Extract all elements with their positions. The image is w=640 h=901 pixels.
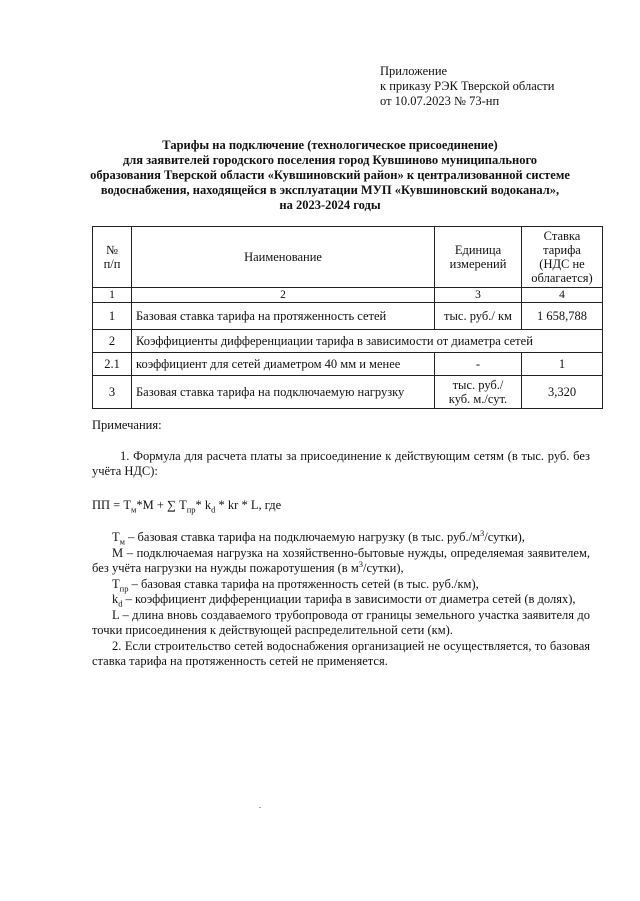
column-index: 1	[93, 288, 132, 303]
row-number: 3	[93, 376, 132, 409]
column-index: 3	[435, 288, 522, 303]
row-number: 2	[93, 330, 132, 353]
row-unit: -	[435, 353, 522, 376]
title-line: на 2023-2024 годы	[279, 198, 381, 212]
row-name: Базовая ставка тарифа на протяженность сетей	[132, 303, 435, 330]
row-name: коэффициент для сетей диаметром 40 мм и менее	[132, 353, 435, 376]
definition-tpr: $Т_{пр}$ – базовая ставка тарифа на протяженность сетей (в тыс. руб./км),	[112, 576, 479, 593]
column-index-row	[93, 288, 603, 303]
header-unit: Единица измерений	[435, 227, 522, 288]
tariff-table	[92, 226, 603, 409]
column-index: 4	[522, 288, 603, 303]
appendix-label: Приложение	[380, 64, 448, 78]
row-unit: тыс. руб./ куб. м./сут.	[435, 376, 522, 409]
table-header-row	[93, 227, 603, 288]
definition-m: М – подключаемая нагрузка на хозяйственно-бытовые нужды, определяемая заявителем, без учёта нагрузки на нужды пожаротушения (в $м^3/сутки$),	[92, 545, 590, 575]
row-unit: тыс. руб./ км	[435, 303, 522, 330]
document-title	[90, 138, 570, 213]
table-row	[93, 353, 603, 376]
row-rate: 1 658,788	[522, 303, 603, 330]
row-number: 1	[93, 303, 132, 330]
title-line: образования Тверской области «Кувшиновский район» к централизованной системе	[90, 168, 570, 182]
row-rate: 1	[522, 353, 603, 376]
row-rate: 3,320	[522, 376, 603, 409]
header-rate: Ставка тарифа (НДС не облагается)	[522, 227, 603, 288]
appendix-reference	[380, 64, 554, 109]
table-row	[93, 376, 603, 409]
appendix-order: к приказу РЭК Тверской области	[380, 79, 555, 93]
notes-heading: Примечания:	[92, 418, 162, 432]
definition-tm: $Т_м$ – базовая ставка тарифа на подключаемую нагрузку (в тыс. $руб./м^3/сутки$),	[112, 527, 525, 547]
formula-definitions	[92, 527, 590, 670]
title-line: для заявителей городского поселения город Кувшиново муниципального	[122, 153, 538, 167]
notes-section	[92, 418, 590, 670]
header-name: Наименование	[132, 227, 435, 288]
definition-l: L – длина вновь создаваемого трубопровода от границы земельного участка заявителя до точки присоединения к действующей распределительной сети (км).	[92, 607, 590, 637]
table-row	[93, 303, 603, 330]
payment-formula: ПП = $Т_м*М$ + ∑ $Т_{пр}*$ $k_d$ * kr * L, где	[92, 497, 282, 514]
row-name: Коэффициенты дифференциации тарифа в зависимости от диаметра сетей	[132, 330, 603, 353]
title-line: водоснабжения, находящейся в эксплуатации МУП «Кувшиновский водоканал»,	[100, 183, 560, 197]
row-name: Базовая ставка тарифа на подключаемую нагрузку	[132, 376, 435, 409]
table-row	[93, 330, 603, 353]
note-item-2: 2. Если строительство сетей водоснабжения организацией не осуществляется, то базовая ставка тарифа на протяженность сетей не применяется.	[92, 638, 590, 668]
scan-speck	[259, 807, 261, 808]
note-item-1: 1. Формула для расчета платы за присоединение к действующим сетям (в тыс. руб. без учёта НДС):	[92, 448, 590, 478]
title-line: Тарифы на подключение (технологическое присоединение)	[162, 138, 498, 152]
header-number: № п/п	[93, 227, 132, 288]
row-number: 2.1	[93, 353, 132, 376]
appendix-date: от 10.07.2023 № 73-нп	[380, 94, 500, 108]
column-index: 2	[132, 288, 435, 303]
definition-kd: $k_d$ – коэффициент дифференциации тарифа в зависимости от диаметра сетей (в долях),	[112, 592, 576, 609]
